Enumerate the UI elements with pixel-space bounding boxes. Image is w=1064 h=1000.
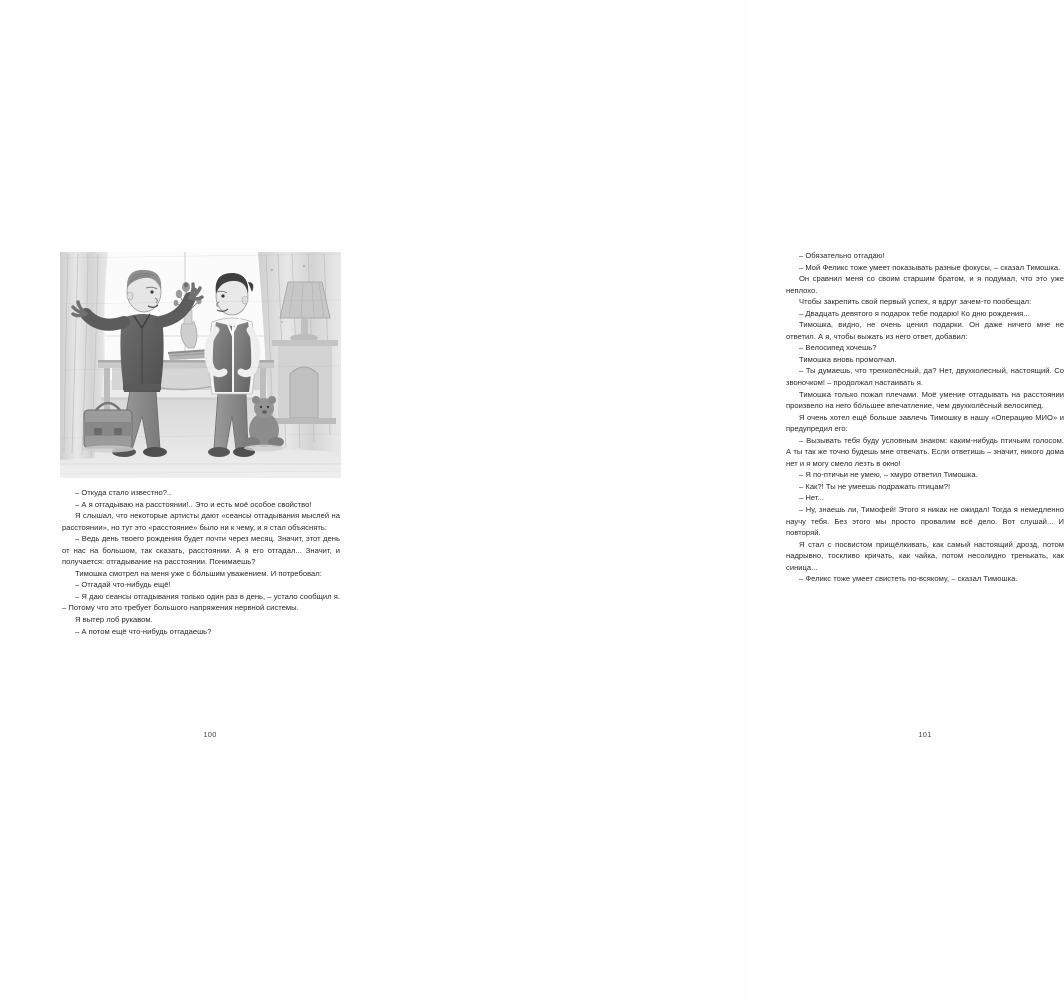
paragraph: – Нет... [799, 493, 824, 503]
paragraph: – Велосипед хочешь? [799, 343, 877, 353]
paragraph: Тимошка смотрел на меня уже с бо́льшим уважением. И потребовал: [75, 568, 322, 578]
paragraph: – Ты думаешь, что трехколёсный, да? Нет, двухколесный, настоящий. Со звоночком! – продолжал настаивать я. [786, 366, 1064, 388]
paragraph: Тимошка вновь промолчал. [799, 354, 897, 364]
right-page-text-column [786, 250, 1064, 585]
page-right [375, 0, 1064, 1000]
page-left [0, 0, 375, 1000]
paragraph: Я вытер лоб рукавом. [75, 615, 153, 625]
paragraph: – Откуда стало известно?.. [75, 488, 172, 497]
two-boys-in-room-illustration [60, 252, 341, 478]
paragraph: – Ведь день твоего рождения будет почти через месяц. Значит, этот день от нас на большом, так сказать, расстоянии. А я его отгадал... Значит, и получается: отгадывание на расстоянии. Понимаешь? [62, 534, 340, 567]
paragraph: – Двадцать девятого я подарок тебе подарю! Ко дню рождения... [799, 308, 1030, 318]
paragraph: Тимошка только пожал плечами. Моё умение отгадывать на расстоянии произвело на него бо́льшее впечатление, чем двухколёсный велосипед. [786, 389, 1064, 411]
paragraph: – Как?! Ты не умеешь подражать птицам?! [799, 481, 951, 491]
paragraph: Я очень хотел ещё больше завлечь Тимошку в нашу «Операцию МИО» и предупредил его: [786, 412, 1064, 434]
paragraph: Я слышал, что некоторые артисты дают «сеансы отгадывания мыслей на расстоянии», но тут это «расстояние» было ни к чему, и я стал объяснять: [62, 511, 340, 532]
paragraph: – Мой Феликс тоже умеет показывать разные фокусы, – сказал Тимошка. [799, 262, 1061, 272]
paragraph: – А потом ещё что-нибудь отгадаешь? [75, 626, 212, 636]
paragraph: – Я по-птичьи не умею, – хмуро ответил Тимошка. [799, 470, 978, 480]
page-number-left: 100 [203, 730, 217, 739]
paragraph: – Феликс тоже умеет свистеть по-всякому, – сказал Тимошка. [799, 574, 1018, 584]
paragraph: – Обязательно отгадаю! [799, 251, 885, 260]
paragraph: – Я даю сеансы отгадывания только один раз в день, – устало сообщил я. – Потому что это требует большого напряжения нервной системы. [62, 591, 340, 613]
paragraph: – А я отгадываю на расстоянии!.. Это и есть моё особое свойство! [75, 499, 312, 509]
paragraph: – Ну, знаешь ли, Тимофей! Этого я никак не ожидал! Тогда я немедленно научу тебя. Без этого мы просто провалим всё дело. Вот слушай... И повторяй. [786, 505, 1064, 538]
paragraph: – Вызывать тебя буду условным знаком: каким-нибудь птичьим голосом. А ты так же точно будешь мне отвечать. Если ответишь – значит, никого дома нет и я могу смело лезть в окно! [786, 435, 1064, 468]
paragraph: – Отгадай что-нибудь ещё! [75, 580, 171, 590]
page-number-right: 101 [918, 730, 932, 739]
paragraph: Я стал с посвистом прищёлкивать, как самый настоящий дрозд, потом надрывно, тоскливо кричать, как чайка, потом несолидно тренькать, как синица... [786, 539, 1064, 572]
left-page-text-column [62, 487, 340, 637]
paragraph: Чтобы закрепить свой первый успех, я вдруг зачем-то пообещал: [799, 297, 1032, 307]
paragraph: Он сравнил меня со своим старшим братом, и я подумал, что это уже неплохо. [786, 274, 1064, 295]
paragraph: Тимошка, видно, не очень ценил подарки. Он даже ничего мне не ответил. А я, чтобы выжать из него ответ, добавил: [786, 320, 1064, 341]
school-satchel [82, 403, 134, 453]
